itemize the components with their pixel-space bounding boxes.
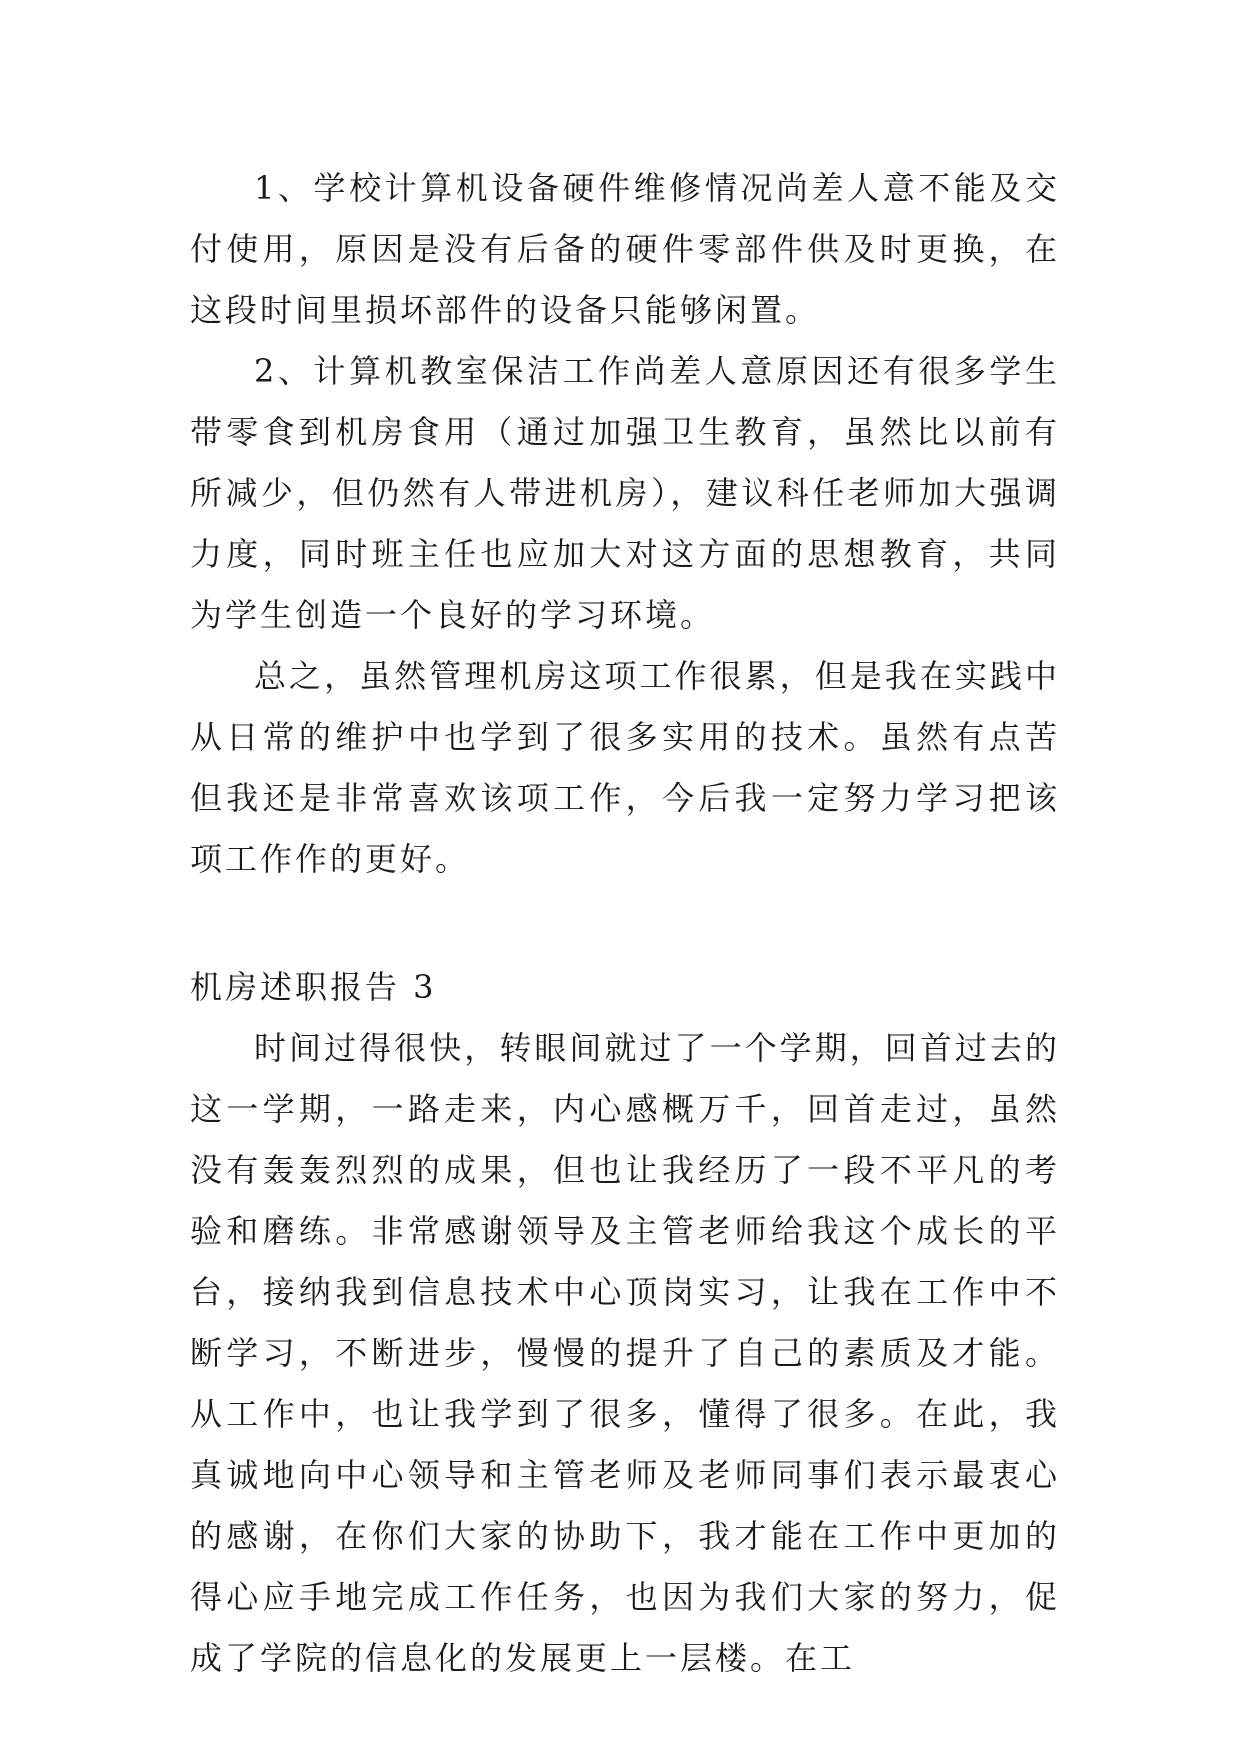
paragraph-hardware-repair: 1、学校计算机设备硬件维修情况尚差人意不能及交付使用，原因是没有后备的硬件零部件供及时更换，在这段时间里损坏部件的设备只能够闲置。: [190, 169, 1060, 329]
paragraph-classroom-cleaning: 2、计算机教室保洁工作尚差人意原因还有很多学生带零食到机房食用（通过加强卫生教育，虽然比以前有所减少，但仍然有人带进机房），建议科任老师加大强调力度，同时班主任也应加大对这方面的思想教育，共同为学生创造一个良好的学习环境。: [190, 352, 1060, 634]
paragraph-summary: 总之，虽然管理机房这项工作很累，但是我在实践中从日常的维护中也学到了很多实用的技术。虽然有点苦但我还是非常喜欢该项工作，今后我一定努力学习把该项工作作的更好。: [190, 657, 1060, 878]
document-body: [190, 158, 1060, 1689]
section-spacer: [190, 890, 1060, 957]
paragraph-report-3-intro: 时间过得很快，转眼间就过了一个学期，回首过去的这一学期，一路走来，内心感概万千，回首走过，虽然没有轰轰烈烈的成果，但也让我经历了一段不平凡的考验和磨练。非常感谢领导及主管老师给我这个成长的平台，接纳我到信息技术中心顶岗实习，让我在工作中不断学习，不断进步，慢慢的提升了自己的素质及才能。从工作中，也让我学到了很多，懂得了很多。在此，我真诚地向中心领导和主管老师及老师同事们表示最衷心的感谢，在你们大家的协助下，我才能在工作中更加的得心应手地完成工作任务，也因为我们大家的努力，促成了学院的信息化的发展更上一层楼。在工: [190, 1029, 1060, 1677]
section-title: 机房述职报告 3: [190, 968, 437, 1006]
